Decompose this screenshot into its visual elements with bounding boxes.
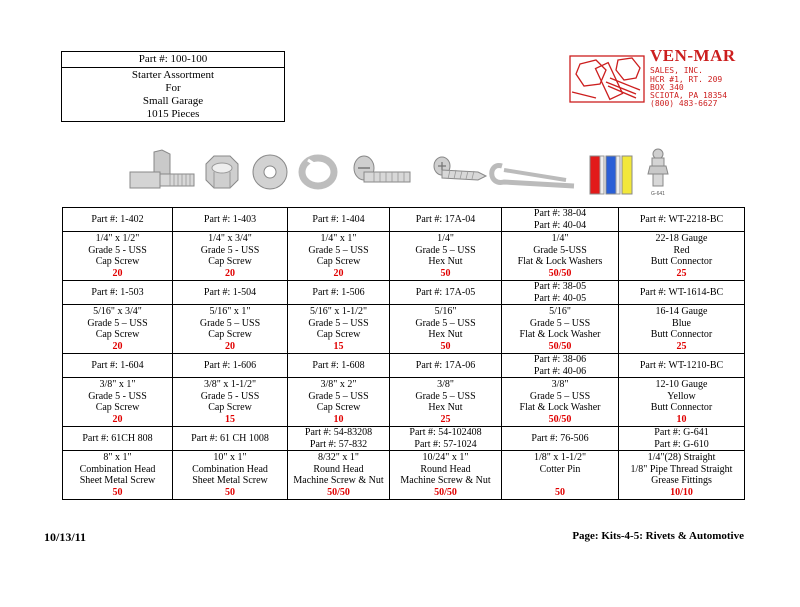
description-line: 1/4" (551, 233, 569, 244)
description-line: Grade 5 - USS (88, 390, 147, 402)
quantity: 10 (676, 413, 687, 425)
part-number-cell (288, 281, 390, 305)
description-cell (502, 305, 619, 354)
description-line: 1/4"(28) Straight (647, 452, 716, 463)
part-number-cell (390, 281, 502, 305)
description-line: 3/8" (437, 379, 454, 390)
description-line: Machine Screw & Nut (293, 475, 384, 486)
part-number-cell (502, 281, 619, 305)
part-number: Part #: 54-83208 (304, 427, 373, 438)
kit-line-4: 1015 Pieces (146, 108, 200, 120)
description-line: Hex Nut (428, 402, 463, 413)
part-number: Part #: 17A-04 (415, 213, 476, 225)
description-line: 1/4" (437, 233, 454, 244)
description-line: 5/16" (434, 306, 457, 317)
part-number-cell (173, 208, 288, 232)
description-line: Grade 5 - USS (200, 390, 260, 402)
part-number-cell (173, 354, 288, 378)
description-cell (173, 378, 288, 427)
part-number-cell (619, 281, 745, 305)
description-line: 1/4" x 1/2" (95, 233, 140, 244)
quantity: 50/50 (548, 267, 572, 279)
part-number-cell (288, 427, 390, 451)
description-line (502, 475, 618, 487)
part-number: Part #: WT-1614-BC (639, 286, 724, 298)
part-number-cell (390, 427, 502, 451)
description-line: Hex Nut (428, 256, 463, 267)
kit-line-3: Small Garage (142, 95, 204, 107)
description-line: 5/16" x 3/4" (93, 306, 142, 317)
description-line: Blue (672, 317, 691, 329)
part-number-cell (173, 281, 288, 305)
butt-connectors-icon (590, 156, 632, 194)
part-number-row (63, 281, 745, 305)
part-number-cell (390, 208, 502, 232)
quantity: 20 (112, 267, 123, 279)
round-head-screw-icon (354, 156, 410, 182)
part-number: Part #: 57-1024 (414, 438, 477, 450)
description-line: Combination Head (79, 463, 156, 475)
part-number-cell (390, 354, 502, 378)
fitting-label: G-641 (651, 191, 665, 197)
description-line: 8/32" x 1" (318, 452, 359, 463)
description-line: Flat & Lock Washer (519, 402, 601, 413)
hex-nut-icon (206, 156, 238, 188)
description-line: Combination Head (192, 463, 268, 475)
part-number: Part #: 54-102408 (409, 427, 482, 438)
description-line: Red (673, 244, 690, 256)
part-number: Part #: 61 CH 1008 (191, 432, 269, 444)
description-line: Yellow (667, 390, 696, 402)
description-line: 5/16" (549, 306, 571, 317)
logo-line-5: (800) 483-6627 (650, 99, 718, 108)
description-cell (390, 232, 502, 281)
part-number-cell (63, 427, 173, 451)
part-number: Part #: G-641 (654, 427, 709, 438)
description-line: Grade 5-USS (533, 244, 587, 256)
description-line: 5/16" x 1" (209, 306, 251, 317)
description-line: Cap Screw (95, 402, 140, 413)
kit-line-2: For (165, 82, 181, 94)
part-number-row (63, 427, 745, 451)
part-number: Part #: 57-832 (309, 438, 368, 450)
cap-screw-icon (130, 150, 194, 188)
quantity: 25 (676, 267, 687, 279)
description-cell (619, 378, 745, 427)
quantity: 50/50 (548, 413, 572, 425)
lock-washer-icon (302, 158, 334, 186)
quantity: 10 (333, 413, 344, 425)
description-line: 16-14 Gauge (655, 306, 708, 317)
footer-page-label: Page: Kits-4-5: Rivets & Automotive (572, 530, 744, 542)
part-number: Part #: WT-2218-BC (639, 213, 724, 225)
description-line: Hex Nut (428, 329, 463, 340)
part-number-cell (63, 281, 173, 305)
part-number-row (63, 208, 745, 232)
quantity: 50/50 (327, 486, 350, 498)
description-line: 3/8" x 2" (320, 379, 357, 390)
description-line: 1/8" Pipe Thread Straight (630, 463, 733, 475)
part-number: Part #: WT-1210-BC (639, 359, 724, 371)
parts-table (62, 207, 745, 500)
quantity: 10/10 (670, 486, 693, 498)
cotter-pin-icon (492, 166, 574, 186)
description-line: 22-18 Gauge (655, 233, 708, 244)
description-line: Grease Fittings (651, 475, 712, 486)
description-line: 8" x 1" (103, 452, 132, 463)
description-line: Sheet Metal Screw (79, 475, 156, 486)
part-number: Part #: 1-608 (312, 359, 365, 371)
part-number-cell (288, 354, 390, 378)
part-number-cell (173, 427, 288, 451)
footer-date: 10/13/11 (44, 530, 87, 544)
description-line: Cap Screw (316, 256, 361, 267)
description-line: Round Head (313, 463, 364, 475)
part-number: Part #: 17A-06 (415, 359, 476, 371)
quantity: 25 (676, 340, 687, 352)
part-number: Part #: G-610 (654, 438, 709, 450)
description-row (63, 378, 745, 427)
part-number-cell (619, 354, 745, 378)
description-line: 1/8" x 1-1/2" (533, 452, 587, 463)
description-line: Round Head (420, 463, 471, 475)
quantity: 20 (112, 413, 123, 425)
part-number: Part #: 1-404 (312, 213, 365, 225)
quantity: 50/50 (434, 486, 457, 498)
title-box (61, 51, 285, 122)
quantity: 20 (112, 340, 123, 352)
kit-line-1: Starter Assortment (131, 69, 215, 81)
description-cell (63, 305, 173, 354)
description-cell (173, 305, 288, 354)
description-line: Sheet Metal Screw (192, 475, 268, 486)
part-number: Part #: 40-06 (533, 365, 587, 377)
description-line: Grade 5 – USS (415, 317, 476, 329)
logo-line-1: SALES, INC. (650, 66, 703, 75)
description-line: Grade 5 – USS (415, 244, 476, 256)
description-line: 10" x 1" (213, 452, 247, 463)
description-line: Grade 5 – USS (308, 390, 369, 402)
description-line: Cotter Pin (539, 463, 581, 475)
part-number: Part #: 1-604 (91, 359, 144, 371)
description-row (63, 305, 745, 354)
bolt-nut-logo-icon (566, 52, 648, 106)
kit-part-number: Part #: 100-100 (62, 52, 284, 68)
part-number: Part #: 38-04 (533, 208, 587, 219)
part-number-row (63, 354, 745, 378)
quantity: 15 (225, 413, 235, 425)
description-line: Grade 5 - USS (88, 244, 147, 256)
description-cell (390, 305, 502, 354)
description-cell (619, 451, 745, 500)
quantity: 50 (555, 486, 565, 498)
description-line: Grade 5 – USS (415, 390, 476, 402)
description-line: Grade 5 - USS (200, 244, 260, 256)
description-line: 3/8" x 1-1/2" (203, 379, 257, 390)
description-cell (619, 232, 745, 281)
part-number: Part #: 40-05 (533, 292, 587, 304)
description-line: Grade 5 – USS (529, 317, 591, 329)
quantity: 50 (225, 486, 235, 498)
grease-fitting-icon (648, 149, 668, 186)
part-number-cell (288, 208, 390, 232)
description-cell (502, 232, 619, 281)
part-number: Part #: 1-402 (91, 213, 144, 225)
description-line: 1/4" x 3/4" (208, 233, 252, 244)
description-line: 3/8" (551, 379, 569, 390)
description-line: Machine Screw & Nut (400, 475, 491, 486)
quantity: 20 (333, 267, 344, 279)
description-line: Butt Connector (650, 402, 713, 413)
description-line: Cap Screw (316, 329, 361, 340)
description-line: Flat & Lock Washer (519, 329, 601, 340)
description-line: Grade 5 – USS (87, 317, 148, 329)
quantity: 25 (440, 413, 451, 425)
description-cell (502, 378, 619, 427)
part-number: Part #: 76-506 (531, 432, 589, 444)
description-cell (619, 305, 745, 354)
part-number: Part #: 38-05 (533, 281, 587, 292)
description-cell (390, 378, 502, 427)
description-line: Flat & Lock Washers (517, 256, 603, 267)
description-cell (63, 378, 173, 427)
description-line: 1/4" x 1" (320, 233, 357, 244)
description-cell (173, 451, 288, 500)
description-line: Cap Screw (95, 256, 140, 267)
quantity: 50 (112, 486, 123, 498)
description-cell (288, 232, 390, 281)
description-cell (63, 232, 173, 281)
description-row (63, 232, 745, 281)
part-number: Part #: 1-606 (203, 359, 257, 371)
description-line: Grade 5 – USS (199, 317, 261, 329)
part-number: Part #: 38-06 (533, 354, 587, 365)
part-number-cell (63, 208, 173, 232)
description-line: Grade 5 – USS (529, 390, 591, 402)
description-line: Butt Connector (650, 256, 713, 267)
logo-line-2: HCR #1, RT. 209 (650, 75, 723, 84)
logo-line-3: BOX 340 (650, 83, 684, 92)
description-line: Cap Screw (316, 402, 361, 413)
logo-name: VEN-MAR (650, 46, 736, 65)
kit-description (62, 68, 284, 121)
quantity: 50/50 (548, 340, 572, 352)
description-cell (288, 305, 390, 354)
description-line: 5/16" x 1-1/2" (309, 306, 368, 317)
description-row (63, 451, 745, 500)
part-number: Part #: 1-504 (203, 286, 257, 298)
part-number-cell (502, 354, 619, 378)
description-cell (288, 451, 390, 500)
quantity: 20 (225, 267, 235, 279)
description-line: Cap Screw (208, 256, 252, 267)
description-cell (390, 451, 502, 500)
part-number-cell (502, 208, 619, 232)
part-number: Part #: 1-403 (203, 213, 257, 225)
company-logo (566, 46, 746, 106)
part-number: Part #: 1-503 (91, 286, 144, 298)
quantity: 50 (440, 267, 451, 279)
part-number: Part #: 61CH 808 (82, 432, 153, 444)
description-line: Cap Screw (208, 402, 252, 413)
description-line: 10/24" x 1" (422, 452, 469, 463)
logo-line-4: SCIOTA, PA 18354 (650, 91, 728, 100)
description-cell (502, 451, 619, 500)
part-number: Part #: 40-04 (533, 219, 587, 231)
description-line: Cap Screw (95, 329, 140, 340)
description-cell (173, 232, 288, 281)
description-line: Grade 5 – USS (308, 244, 369, 256)
sheet-metal-screw-icon (434, 157, 486, 180)
description-cell (63, 451, 173, 500)
description-cell (288, 378, 390, 427)
description-line: 12-10 Gauge (655, 379, 708, 390)
parts-illustration (126, 142, 676, 198)
flat-washer-icon (253, 155, 287, 189)
part-number-cell (619, 427, 745, 451)
part-number: Part #: 17A-05 (415, 286, 476, 298)
quantity: 50 (440, 340, 451, 352)
part-number-cell (619, 208, 745, 232)
quantity: 20 (225, 340, 235, 352)
description-line: 3/8" x 1" (99, 379, 136, 390)
description-line: Cap Screw (208, 329, 252, 340)
part-number-cell (502, 427, 619, 451)
description-line: Grade 5 – USS (308, 317, 369, 329)
part-number-cell (63, 354, 173, 378)
part-number: Part #: 1-506 (312, 286, 365, 298)
quantity: 15 (333, 340, 344, 352)
description-line: Butt Connector (650, 329, 713, 340)
